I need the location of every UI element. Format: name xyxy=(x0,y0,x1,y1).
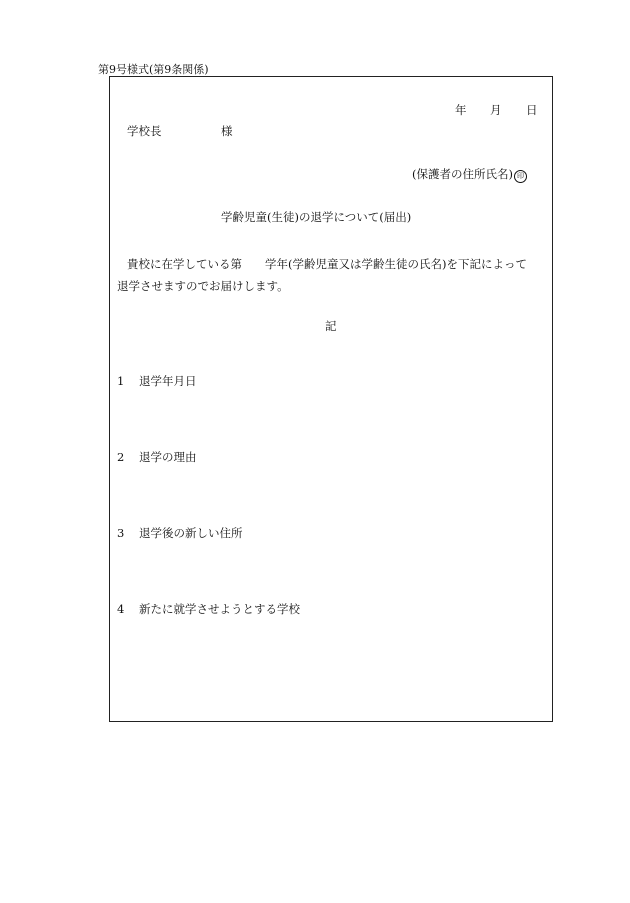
item-number-1: 1 xyxy=(117,374,125,388)
guardian-label-text: (保護者の住所氏名) xyxy=(412,167,513,181)
item-label-withdrawal-date: 退学年月日 xyxy=(139,374,197,388)
date-day-label: 日 xyxy=(526,103,538,117)
item-label-withdrawal-reason: 退学の理由 xyxy=(139,450,197,464)
date-month-label: 月 xyxy=(490,103,502,117)
item-label-new-address: 退学後の新しい住所 xyxy=(139,526,243,540)
document-title: 学齢児童(生徒)の退学について(届出) xyxy=(221,210,412,224)
school-head-label: 学校長 xyxy=(127,124,162,138)
seal-icon: 印 xyxy=(514,170,527,183)
form-number-heading: 第9号様式(第9条関係) xyxy=(98,63,209,76)
body-line-1: 貴校に在学している第 学年(学齢児童又は学齢生徒の氏名)を下記によって xyxy=(127,257,527,271)
item-number-3: 3 xyxy=(117,526,125,540)
body-paragraph xyxy=(117,253,551,297)
item-number-2: 2 xyxy=(117,450,125,464)
item-label-new-school: 新たに就学させようとする学校 xyxy=(139,602,300,616)
date-year-label: 年 xyxy=(455,103,467,117)
ki-marker: 記 xyxy=(325,319,337,333)
guardian-name-address-label xyxy=(412,167,527,183)
body-line-2: 退学させますのでお届けします。 xyxy=(117,279,289,293)
item-number-4: 4 xyxy=(117,602,125,616)
honorific-label: 様 xyxy=(221,124,233,138)
